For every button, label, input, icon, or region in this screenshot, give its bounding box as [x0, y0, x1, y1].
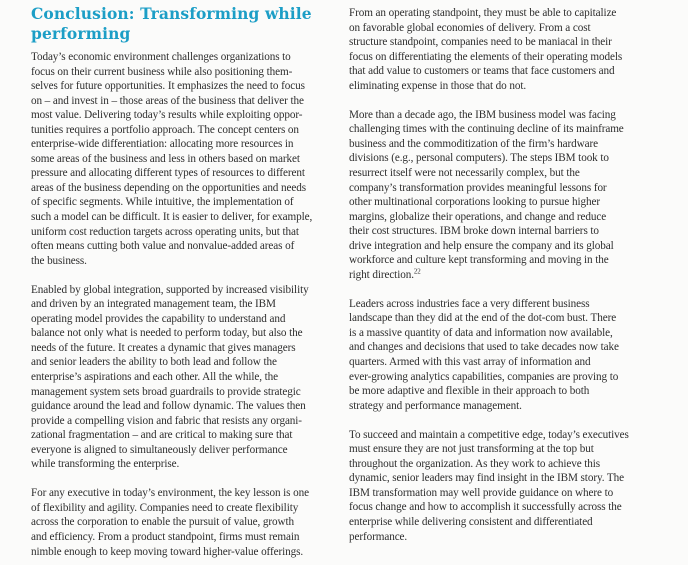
text-line: balance not only what is needed to perform today, but also the — [31, 327, 303, 340]
text-line: tunities requires a portfolio approach. The concept centers on — [31, 123, 299, 136]
paragraph-left-3 — [31, 486, 342, 559]
text-line: resurrect itself were not necessarily complex, but the — [349, 166, 580, 179]
text-line: Enabled by global integration, supported by increased visibility — [31, 283, 309, 296]
text-line: and efficiency. From a product standpoint, firms must remain — [31, 530, 300, 543]
text-line: Leaders across industries face a very different business — [349, 297, 590, 310]
text-line: From an operating standpoint, they must be able to capitalize — [349, 7, 617, 19]
text-line: landscape than they did at the end of the dot-com bust. There — [349, 312, 617, 325]
text-line: other multinational corporations looking to pursue higher — [349, 196, 600, 209]
text-line: company’s transformation provides meaningful lessons for — [349, 181, 607, 194]
text-line: the business. — [31, 254, 87, 267]
text-line: across the corporation to enable the pursuit of value, growth — [31, 516, 294, 529]
text-line: such a model can be difficult. It is easier to deliver, for example, — [31, 211, 313, 224]
text-line: most value. Delivering today’s results while exploiting oppor- — [31, 109, 303, 122]
text-line: zational fragmentation – and are critical to making sure that — [31, 429, 293, 442]
text-line: quarters. Armed with this vast array of information and — [349, 356, 591, 369]
text-line: of flexibility and agility. Companies need to create flexibility — [31, 501, 299, 514]
text-line: right direction.$^{22}$ — [349, 267, 421, 281]
text-line: performance. — [349, 530, 408, 543]
text-line: ever-growing analytics capabilities, companies are proving to — [349, 370, 619, 383]
text-line: margins, globalize their operations, and change and reduce — [349, 210, 607, 223]
text-line: challenging times with the continuing decline of its mainframe — [349, 123, 624, 136]
text-line: enterprise-wide differentiation: allocating more resources in — [31, 138, 294, 151]
text-line: Today’s economic environment challenges organizations to — [31, 51, 291, 63]
text-line: Conclusion: Transforming while — [31, 4, 312, 23]
text-line: often means cutting both value and nonvalue-added areas of — [31, 240, 295, 253]
text-line: and changes and decisions that used to take decades now take — [349, 341, 619, 354]
text-line: provide a compelling vision and fabric that resists any organi- — [31, 414, 302, 427]
text-line: that add value to customers or teams that face customers and — [349, 65, 615, 78]
text-line: performing — [31, 24, 131, 43]
text-line: To succeed and maintain a competitive edge, today’s executives — [349, 428, 629, 441]
paragraph-left-1 — [31, 50, 342, 268]
text-line: workforce and culture kept transforming and moving in the — [349, 254, 609, 267]
text-line: eliminating expense in those that do not. — [349, 79, 527, 92]
text-line: focus on their current business while also positioning them- — [31, 65, 293, 78]
text-line: be more adaptive and flexible in their approach to both — [349, 385, 590, 398]
text-line: nimble enough to keep moving toward higher-value offerings. — [31, 545, 304, 558]
text-line: while transforming the enterprise. — [31, 458, 180, 471]
text-line: of specific segments. While intuitive, the implementation of — [31, 196, 294, 209]
text-line: on favorable global economies of delivery. From a cost — [349, 21, 591, 34]
text-line: throughout the organization. As they work to achieve this — [349, 457, 601, 470]
text-line: must ensure they are not just transforming at the top but — [349, 443, 594, 456]
text-line: selves for future opportunities. It emphasizes the need to focus — [31, 80, 305, 93]
text-line: operating model provides the capability to understand and — [31, 312, 286, 325]
text-line: drive integration and help ensure the company and its global — [349, 239, 614, 252]
text-line: focus change and how to accomplish it successfully across the — [349, 501, 622, 514]
footnote-ref: 22 — [413, 267, 421, 276]
text-line: enterprise while delivering consistent and differentiated — [349, 516, 593, 528]
text-line: their cost structures. IBM broke down internal barriers to — [349, 225, 599, 238]
text-line: For any executive in today’s environment, the key lesson is one — [31, 487, 309, 500]
text-line: divisions (e.g., personal computers). The steps IBM took to — [349, 152, 609, 165]
text-line: business and the commoditization of the firm’s hardware — [349, 137, 598, 150]
text-line: everyone is aligned to simultaneously deliver performance — [31, 443, 288, 456]
text-line: pressure and allocating different types of resources to different — [31, 167, 305, 180]
text-line: on – and invest in – those areas of the business that deliver the — [31, 94, 304, 107]
paragraph-right-3 — [349, 297, 660, 413]
text-line: areas of the business depending on the opportunities and needs — [31, 181, 306, 194]
paragraph-right-4 — [349, 428, 660, 544]
section-heading — [31, 4, 342, 44]
text-line: management system sets broad guardrails to provide strategic — [31, 385, 301, 398]
right-column — [349, 4, 660, 565]
text-line: needs of the future. It creates a dynamic that gives managers — [31, 341, 296, 354]
paragraph-right-2 — [349, 108, 660, 283]
paragraph-left-2 — [31, 283, 342, 472]
text-line: and senior leaders the ability to both lead and follow the — [31, 356, 277, 369]
text-line: dynamic, senior leaders may find insight in the IBM story. The — [349, 472, 624, 485]
text-line: More than a decade ago, the IBM business model was facing — [349, 108, 616, 121]
paragraph-right-1 — [349, 6, 660, 93]
text-line: guidance around the lead and follow dynamic. The values then — [31, 400, 306, 413]
text-line: is a massive quantity of data and information now available, — [349, 326, 613, 339]
text-line: IBM transformation may well provide guidance on where to — [349, 486, 614, 499]
text-line: focus on differentiating the elements of their operating models — [349, 50, 623, 63]
text-line: strategy and performance management. — [349, 399, 522, 412]
left-column — [31, 4, 342, 565]
text-line: some areas of the business and less in others based on market — [31, 152, 300, 165]
text-line: uniform cost reduction targets across operating units, but that — [31, 225, 299, 238]
text-line: enterprise’s aspirations and each other. All the while, the — [31, 370, 278, 383]
text-line: structure standpoint, companies need to be maniacal in their — [349, 36, 612, 49]
text-line: and driven by an integrated management team, the IBM — [31, 298, 276, 311]
